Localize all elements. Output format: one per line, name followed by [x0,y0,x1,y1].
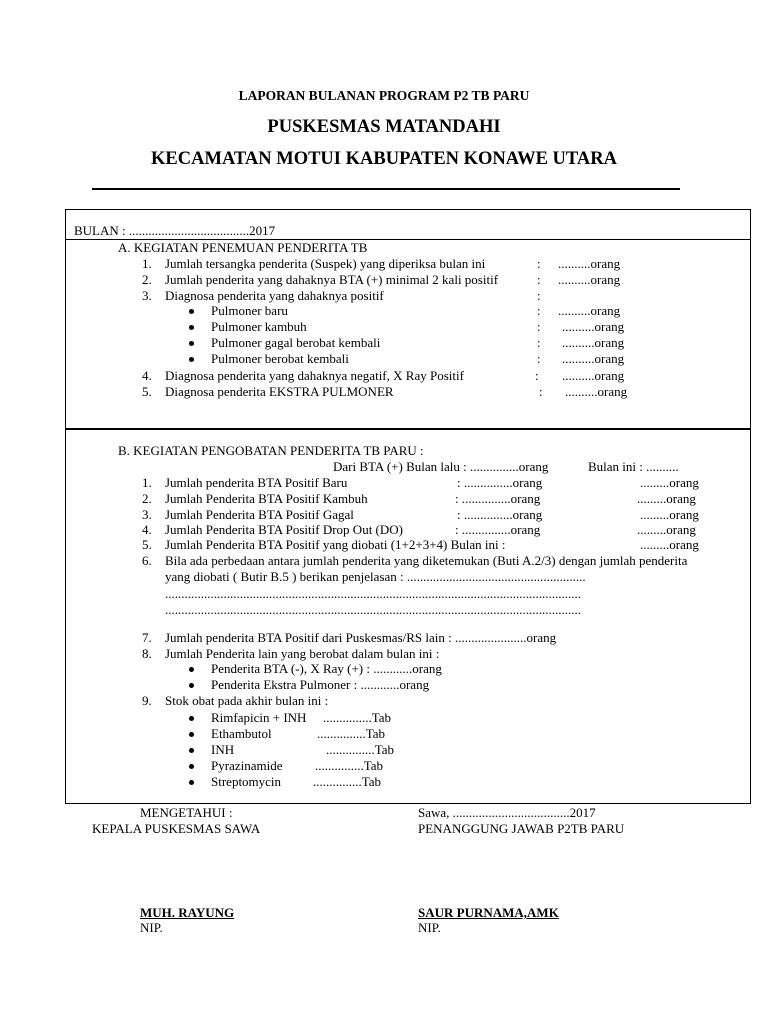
list-item-text: Pulmoner kambuh [211,319,307,334]
list-item-text: Jumlah penderita BTA Positif Baru [165,475,348,490]
list-item-colon: : [537,288,541,303]
drug-name: Ethambutol [211,726,272,741]
list-item-text: yang diobati ( Butir B.5 ) berikan penjelasan : ....................................................... [165,569,586,584]
list-item-value: .........orang [640,475,699,490]
bullet-icon [189,764,194,769]
list-item-value: : ...............orang [457,507,543,522]
signatory-left-nip: NIP. [140,920,163,935]
list-item-number: 4. [142,368,152,383]
list-item-text: Jumlah Penderita BTA Positif Drop Out (DO) [165,522,403,537]
list-item-text: Jumlah Penderita BTA Positif Gagal [165,507,354,522]
list-item-text: Bila ada perbedaan antara jumlah penderita yang diketemukan (Buti A.2/3) dengan jumlah penderita [165,553,688,568]
kecamatan-name: KECAMATAN MOTUI KABUPATEN KONAWE UTARA [151,149,617,169]
list-item-value: : ...............orang [455,522,541,537]
previous-month-field: Dari BTA (+) Bulan lalu : ...............orang [333,459,549,474]
drug-value: ...............Tab [315,758,384,773]
list-item-text: Diagnosa penderita yang dahaknya negatif, X Ray Positif [165,368,464,383]
report-title: LAPORAN BULANAN PROGRAM P2 TB PARU [238,88,530,103]
drug-name: Pyrazinamide [211,758,283,773]
list-item-text: Pulmoner berobat kembali [211,351,349,366]
list-item-text: Diagnosa penderita EKSTRA PULMONER [165,384,394,399]
list-item-text: Jumlah Penderita BTA Positif Kambuh [165,491,368,506]
list-item-number: 1. [142,475,152,490]
kepala-title: KEPALA PUSKESMAS SAWA [92,821,261,836]
signatory-left-name: MUH. RAYUNG [140,905,235,920]
list-item-value: : ...............orang [455,491,541,506]
list-item-colon: : [537,256,541,271]
drug-value: ...............Tab [323,710,392,725]
list-item-text: Jumlah penderita BTA Positif dari Puskesmas/RS lain : ......................orang [165,630,557,645]
list-item-number: 2. [142,272,152,287]
puskesmas-name: PUSKESMAS MATANDAHI [267,117,501,137]
list-item-colon: : [537,335,541,350]
list-item-value: ..........orang [558,272,621,287]
bullet-icon [189,341,194,346]
this-month-field: Bulan ini : .......... [588,459,679,474]
list-item-value: : ...............orang [457,475,543,490]
list-item-colon: : [537,272,541,287]
list-item-value: ..........orang [562,319,625,334]
list-item-number: 7. [142,630,152,645]
list-item-text: Jumlah Penderita lain yang berobat dalam bulan ini : [165,646,440,661]
list-item-text: Penderita Ekstra Pulmoner : ............orang [211,677,430,692]
list-item-number: 5. [142,537,152,552]
signatory-right-name: SAUR PURNAMA,AMK [418,905,559,920]
list-item-text: Jumlah tersangka penderita (Suspek) yang diperiksa bulan ini [165,256,486,271]
list-item-colon: : [537,319,541,334]
mengetahui-label: MENGETAHUI : [140,805,233,820]
list-item-text: Penderita BTA (-), X Ray (+) : ............orang [211,661,442,676]
drug-name: Rimfapicin + INH [211,710,307,725]
explanation-line: ................................................................................................................................ [165,602,581,617]
list-item-value: .........orang [637,522,696,537]
bullet-icon [189,716,194,721]
drug-name: Streptomycin [211,774,282,789]
bullet-icon [189,780,194,785]
header-rule [92,188,680,190]
list-item-value: ..........orang [558,256,621,271]
list-item-text: Jumlah Penderita BTA Positif yang diobati (1+2+3+4) Bulan ini : [165,537,506,552]
explanation-line: ................................................................................................................................ [165,586,581,601]
list-item-number: 2. [142,491,152,506]
list-item-colon: : [537,351,541,366]
list-item-number: 8. [142,646,152,661]
list-item-value: ..........orang [562,351,625,366]
list-item-text: Stok obat pada akhir bulan ini : [165,693,329,708]
list-item-value: ..........orang [562,335,625,350]
list-item-number: 1. [142,256,152,271]
list-item-number: 3. [142,288,152,303]
list-item-text: Pulmoner gagal berobat kembali [211,335,381,350]
list-item-value: .........orang [640,537,699,552]
bullet-icon [189,732,194,737]
bullet-icon [189,667,194,672]
drug-value: ...............Tab [313,774,382,789]
list-item-colon: : [537,303,541,318]
bullet-icon [189,748,194,753]
list-item-value: .........orang [640,507,699,522]
drug-value: ...............Tab [317,726,386,741]
list-item-number: 9. [142,693,152,708]
list-item-text: Diagnosa penderita yang dahaknya positif [165,288,384,303]
list-item-value: ..........orang [565,384,628,399]
list-item-colon: : [535,368,539,383]
penanggung-jawab-title: PENANGGUNG JAWAB P2TB PARU [418,821,625,836]
drug-value: ...............Tab [326,742,395,757]
list-item-number: 5. [142,384,152,399]
list-item-colon: : [539,384,543,399]
list-item-text: Jumlah penderita yang dahaknya BTA (+) minimal 2 kali positif [165,272,499,287]
list-item-text: Pulmoner baru [211,303,288,318]
bullet-icon [189,309,194,314]
list-item-value: ..........orang [562,368,625,383]
drug-name: INH [211,742,235,757]
bullet-icon [189,357,194,362]
section-b-title: B. KEGIATAN PENGOBATAN PENDERITA TB PARU : [118,443,424,458]
list-item-value: ..........orang [558,303,621,318]
sign-date: Sawa, ....................................2017 [418,805,596,820]
list-item-number: 6. [142,553,152,568]
section-a-title: A. KEGIATAN PENEMUAN PENDERITA TB [118,240,368,255]
bullet-icon [189,325,194,330]
list-item-number: 3. [142,507,152,522]
bullet-icon [189,683,194,688]
list-item-value: .........orang [637,491,696,506]
signatory-right-nip: NIP. [418,920,441,935]
list-item-number: 4. [142,522,152,537]
bulan-field: BULAN : .....................................2017 [74,223,276,238]
